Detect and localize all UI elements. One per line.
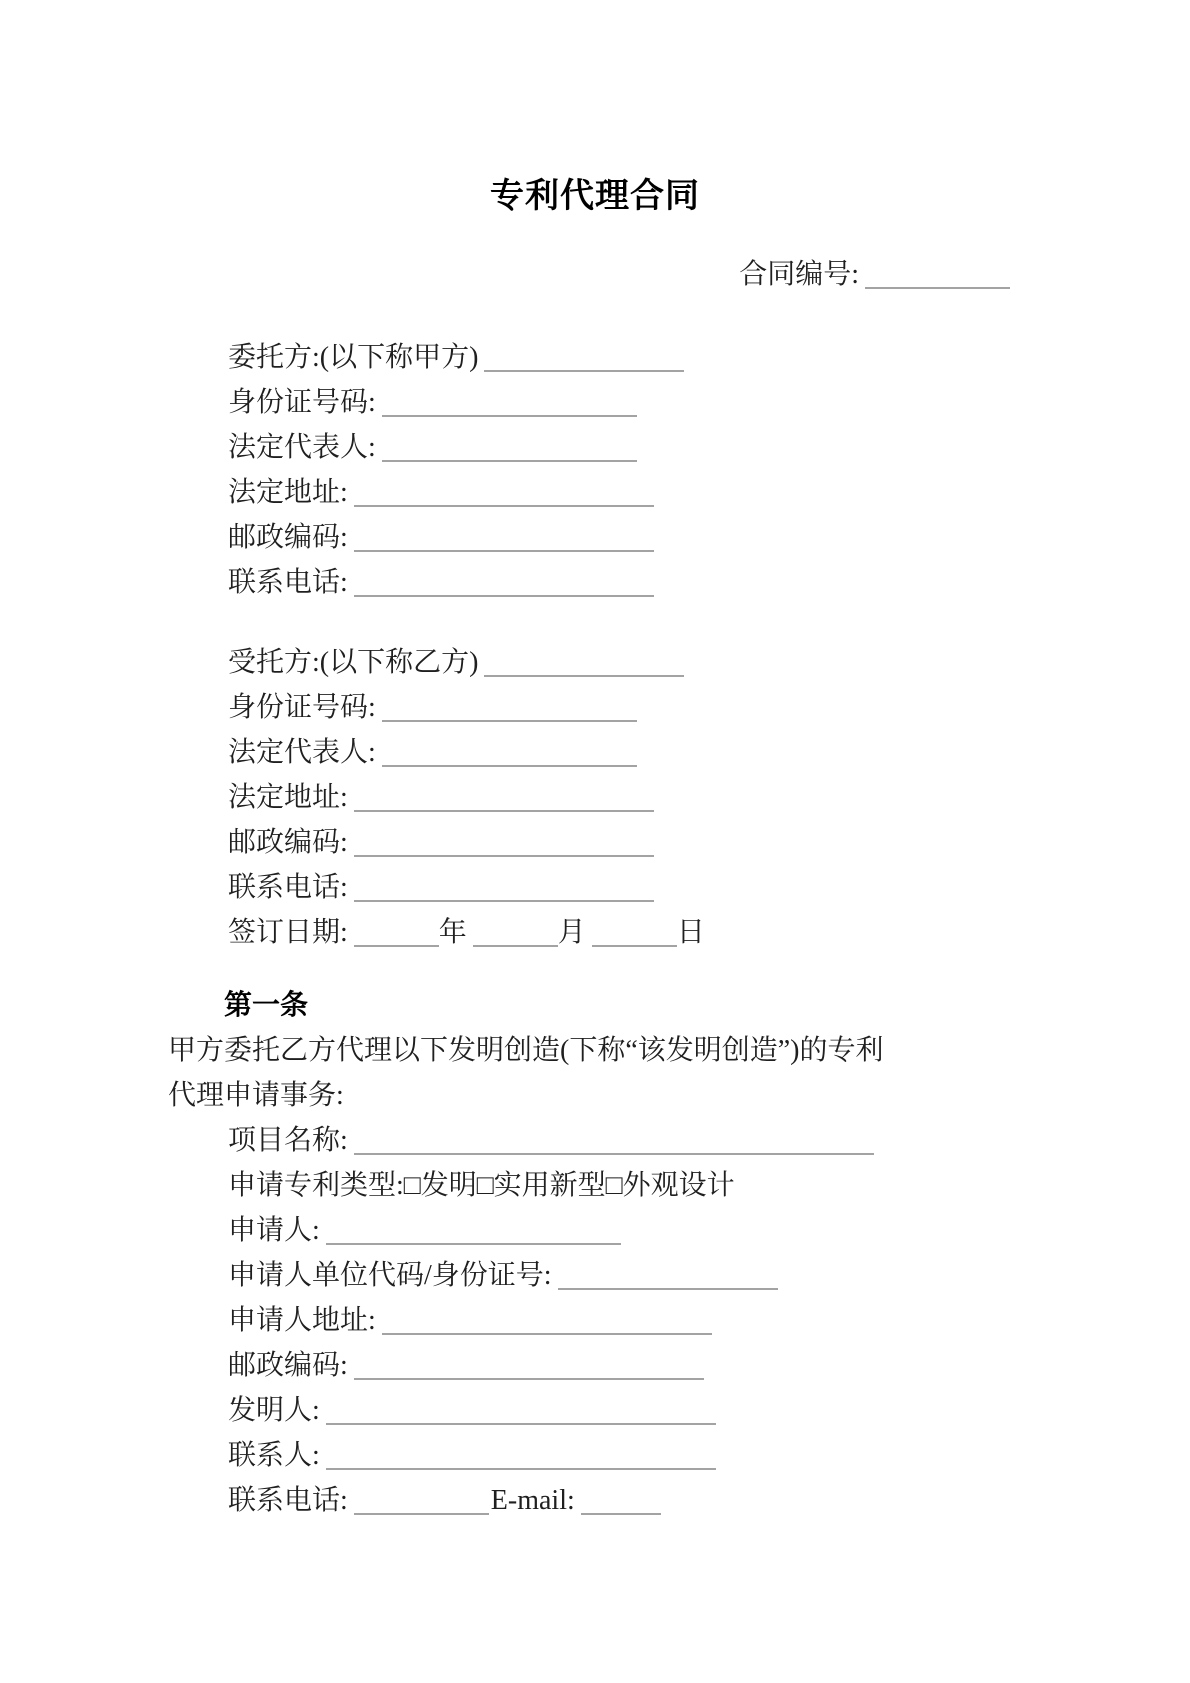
contact-phone-blank[interactable]: [354, 1483, 489, 1515]
month-suffix: 月: [557, 917, 586, 948]
party-a-phone-blank[interactable]: [354, 565, 654, 597]
party-a-row-legal-rep: [228, 425, 1040, 470]
party-a-row-entrusting: [228, 335, 1040, 380]
field-label: 申请人单位代码/身份证号:: [228, 1260, 552, 1291]
party-b-row-legal-rep: [228, 730, 1040, 775]
sign-date-row: [228, 910, 1040, 955]
applicant-address-row: [228, 1298, 1040, 1343]
applicant-blank[interactable]: [326, 1213, 621, 1245]
application-postal-blank[interactable]: [354, 1348, 704, 1380]
field-label: 申请专利类型:: [228, 1170, 404, 1201]
sign-date-year-blank[interactable]: [354, 915, 439, 947]
party-b-id-blank[interactable]: [382, 690, 637, 722]
applicant-row: [228, 1208, 1040, 1253]
party-a-postal-blank[interactable]: [354, 520, 654, 552]
contract-number-row: [168, 252, 1040, 297]
patent-type-option-invention[interactable]: [404, 1170, 477, 1201]
party-a-address-blank[interactable]: [354, 475, 654, 507]
party-a-section: [168, 335, 1040, 605]
party-a-row-address: [228, 470, 1040, 515]
party-b-phone-blank[interactable]: [354, 870, 654, 902]
patent-type-option-design[interactable]: [606, 1170, 735, 1201]
field-label: 项目名称:: [228, 1125, 348, 1156]
article-1-text-line-1: 甲方委托乙方代理以下发明创造(下称“该发明创造”)的专利: [168, 1035, 884, 1066]
party-a-name-blank[interactable]: [484, 340, 684, 372]
article-1-number: 第一条: [224, 988, 309, 1021]
patent-type-option-label: 外观设计: [622, 1170, 735, 1201]
contact-person-row: [228, 1433, 1040, 1478]
field-label: 申请人:: [228, 1215, 320, 1246]
field-label: 委托方:(以下称甲方): [228, 342, 479, 373]
application-postal-row: [228, 1343, 1040, 1388]
patent-type-option-label: 发明: [420, 1170, 477, 1201]
project-name-row: [228, 1118, 1040, 1163]
party-b-legal-rep-blank[interactable]: [382, 735, 637, 767]
field-label: 邮政编码:: [228, 827, 348, 858]
party-b-row-id: [228, 685, 1040, 730]
patent-type-row: [228, 1163, 1040, 1208]
party-a-row-postal: [228, 515, 1040, 560]
field-label: 身份证号码:: [228, 692, 376, 723]
applicant-id-blank[interactable]: [558, 1258, 778, 1290]
party-a-row-id: [228, 380, 1040, 425]
field-label: 法定代表人:: [228, 432, 376, 463]
inventor-blank[interactable]: [326, 1393, 716, 1425]
application-details-section: [168, 1118, 1040, 1523]
party-b-row-address: [228, 775, 1040, 820]
field-label: 邮政编码:: [228, 1350, 348, 1381]
applicant-id-row: [228, 1253, 1040, 1298]
party-a-row-phone: [228, 560, 1040, 605]
sign-date-month-blank[interactable]: [473, 915, 558, 947]
email-blank[interactable]: [581, 1483, 661, 1515]
email-label: E-mail:: [490, 1485, 575, 1516]
document-title: 专利代理合同: [490, 176, 700, 216]
patent-type-option-utility-model[interactable]: [477, 1170, 606, 1201]
field-label: 受托方:(以下称乙方): [228, 647, 479, 678]
sign-date-day-blank[interactable]: [592, 915, 677, 947]
contact-person-blank[interactable]: [326, 1438, 716, 1470]
field-label: 法定地址:: [228, 782, 348, 813]
party-b-postal-blank[interactable]: [354, 825, 654, 857]
checkbox-icon[interactable]: □: [403, 1170, 421, 1201]
field-label: 联系电话:: [228, 1485, 348, 1516]
field-label: 联系人:: [228, 1440, 320, 1471]
party-b-row-entrusted: [228, 640, 1040, 685]
year-suffix: 年: [438, 917, 467, 948]
inventor-row: [228, 1388, 1040, 1433]
field-label: 身份证号码:: [228, 387, 376, 418]
party-b-row-postal: [228, 820, 1040, 865]
party-b-address-blank[interactable]: [354, 780, 654, 812]
field-label: 法定地址:: [228, 477, 348, 508]
field-label: 法定代表人:: [228, 737, 376, 768]
party-a-id-blank[interactable]: [382, 385, 637, 417]
day-suffix: 日: [676, 917, 705, 948]
project-name-blank[interactable]: [354, 1123, 874, 1155]
document-content: [0, 252, 1190, 1523]
field-label: 联系电话:: [228, 872, 348, 903]
article-1-paragraph: [168, 982, 1040, 1118]
party-b-name-blank[interactable]: [484, 645, 684, 677]
party-b-row-phone: [228, 865, 1040, 910]
sign-date-label: 签订日期:: [228, 917, 348, 948]
contract-number-label: 合同编号:: [739, 259, 859, 290]
patent-type-option-label: 实用新型: [493, 1170, 606, 1201]
phone-email-row: [228, 1478, 1040, 1523]
field-label: 联系电话:: [228, 567, 348, 598]
contract-number-blank[interactable]: [865, 257, 1010, 289]
field-label: 发明人:: [228, 1395, 320, 1426]
field-label: 申请人地址:: [228, 1305, 376, 1336]
article-1-text-line-2: 代理申请事务:: [168, 1080, 344, 1111]
checkbox-icon[interactable]: □: [476, 1170, 494, 1201]
field-label: 邮政编码:: [228, 522, 348, 553]
applicant-address-blank[interactable]: [382, 1303, 712, 1335]
checkbox-icon[interactable]: □: [605, 1170, 623, 1201]
party-b-section: [168, 640, 1040, 955]
party-a-legal-rep-blank[interactable]: [382, 430, 637, 462]
